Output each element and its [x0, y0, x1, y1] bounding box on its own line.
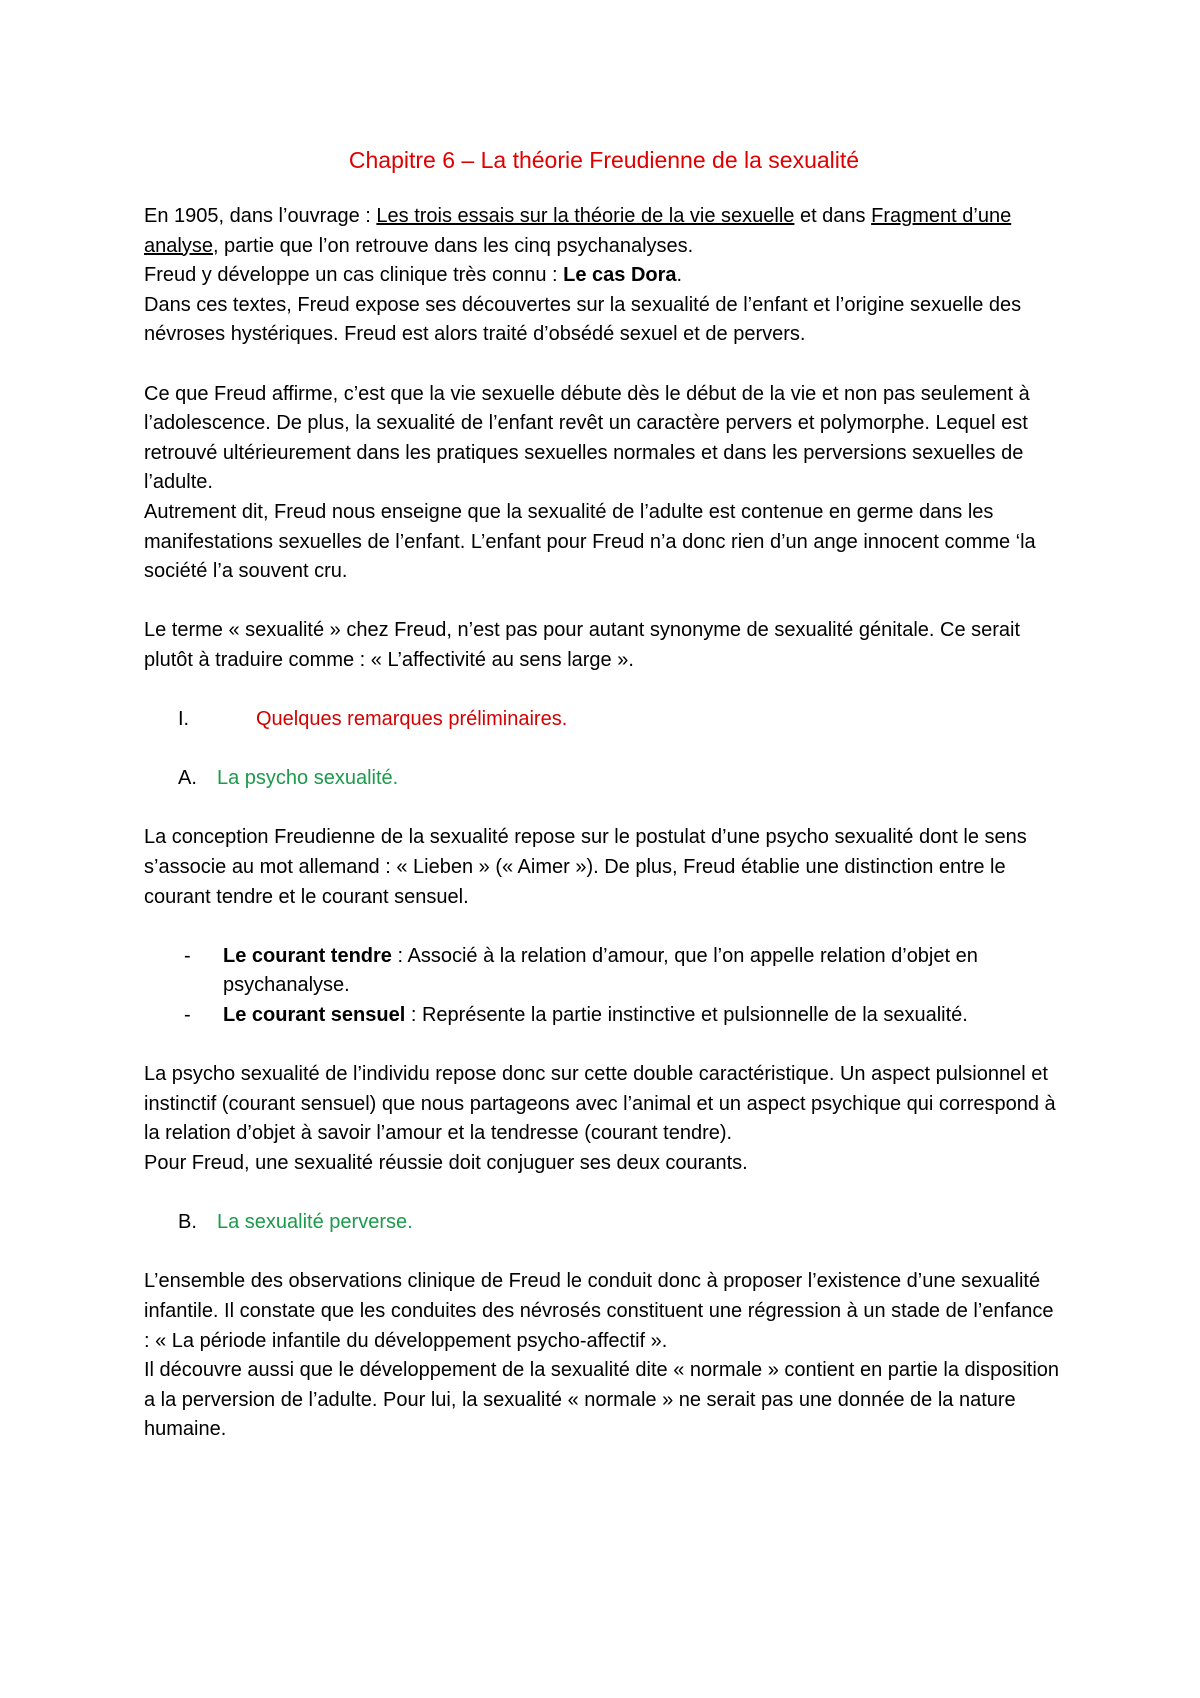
- paragraph-double-caracteristique: La psycho sexualité de l’individu repose donc sur cette double caractéristique. Un aspect pulsionnel et instinctif (courant sensuel) que nous partageons avec l’animal et un aspect psychique qui correspond à la relation d’objet à savoir l’amour et la tendresse (courant tendre).: [144, 1063, 1056, 1145]
- paragraph-terme-sexualite: Le terme « sexualité » chez Freud, n’est pas pour autant synonyme de sexualité génitale. Ce serait plutôt à traduire comme : « L’affectivité au sens large ».: [144, 619, 1021, 671]
- cas-dora: Le cas Dora: [563, 264, 677, 287]
- list-item: - Le courant tendre : Associé à la relation d’amour, que l’on appelle relation d’objet en psychanalyse.: [184, 944, 978, 997]
- spacer: [144, 735, 1064, 765]
- list-item: - Le courant sensuel : Représente la partie instinctive et pulsionnelle de la sexualité.: [184, 1004, 968, 1027]
- spacer: [144, 676, 1064, 706]
- spacer: [144, 912, 1064, 942]
- spacer: [144, 1179, 1064, 1209]
- subsection-heading-b: [144, 1208, 1064, 1238]
- paragraph-vie-sexuelle: Ce que Freud affirme, c’est que la vie sexuelle débute dès le début de la vie et non pas seulement à l’adolescence. De plus, la sexualité de l’enfant revêt un caractère pervers et polymorphe. Lequel est retrouvé ultérieurement dans les pratiques sexuelles normales et dans les perversions sexuelles de l’adulte.: [144, 382, 1030, 494]
- spacer: [144, 1238, 1064, 1268]
- spacer: [144, 587, 1064, 617]
- spacer: [144, 350, 1064, 380]
- subsection-number: A.: [178, 767, 197, 790]
- intro-paragraph-2: Freud y développe un cas clinique très connu : Le cas Dora.: [144, 264, 683, 287]
- chapter-title: Chapitre 6 – La théorie Freudienne de la sexualité: [348, 147, 860, 173]
- subsection-title: La sexualité perverse.: [217, 1211, 413, 1234]
- paragraph-sexualite-reussie: Pour Freud, une sexualité réussie doit conjuguer ses deux courants.: [144, 1152, 748, 1174]
- spacer: [144, 1031, 1064, 1061]
- subsection-number: B.: [178, 1211, 197, 1234]
- paragraph-autrement-dit: Autrement dit, Freud nous enseigne que la sexualité de l’adulte est contenue en germe dans les manifestations sexuelles de l’enfant. L’enfant pour Freud n’a donc rien d’un ange innocent comme ‘la société l’a souvent cru.: [144, 500, 1036, 583]
- paragraph-observations: L’ensemble des observations clinique de Freud le conduit donc à proposer l’existence d’une sexualité infantile. Il constate que les conduites des névrosés constituent une régression à un stade de l’enfance : « La période infantile du développement psycho-affectif ».: [144, 1270, 1054, 1352]
- spacer: [144, 794, 1064, 824]
- intro-paragraph-1: En 1905, dans l’ouvrage : Les trois essais sur la théorie de la vie sexuelle et dans Fragment d’une analyse, partie que l’on retrouve dans les cinq psychanalyses.: [144, 205, 1012, 257]
- paragraph-conception: La conception Freudienne de la sexualité repose sur le postulat d’une psycho sexualité dont le sens s’associe au mot allemand : « Lieben » (« Aimer »). De plus, Freud établie une distinction entre le courant tendre et le courant sensuel.: [144, 826, 1027, 908]
- book-title-trois-essais: Les trois essais sur la théorie de la vie sexuelle: [376, 205, 795, 227]
- subsection-heading-a: [144, 764, 1064, 794]
- section-number: I.: [178, 708, 190, 731]
- paragraph-decouvre: Il découvre aussi que le développement de la sexualité dite « normale » contient en partie la disposition a la perversion de l’adulte. Pour lui, la sexualité « normale » ne serait pas une donnée de la nature humaine.: [144, 1359, 1060, 1441]
- section-title: Quelques remarques préliminaires.: [256, 708, 568, 731]
- intro-paragraph-3: Dans ces textes, Freud expose ses découvertes sur la sexualité de l’enfant et l’origine sexuelle des névroses hystériques. Freud est alors traité d’obsédé sexuel et de pervers.: [144, 293, 1022, 346]
- section-heading-1: [144, 705, 1064, 735]
- book-title-fragment: Fragment d’une analyse: [144, 205, 1012, 257]
- subsection-title: La psycho sexualité.: [217, 767, 399, 790]
- document-body: [144, 145, 1064, 1445]
